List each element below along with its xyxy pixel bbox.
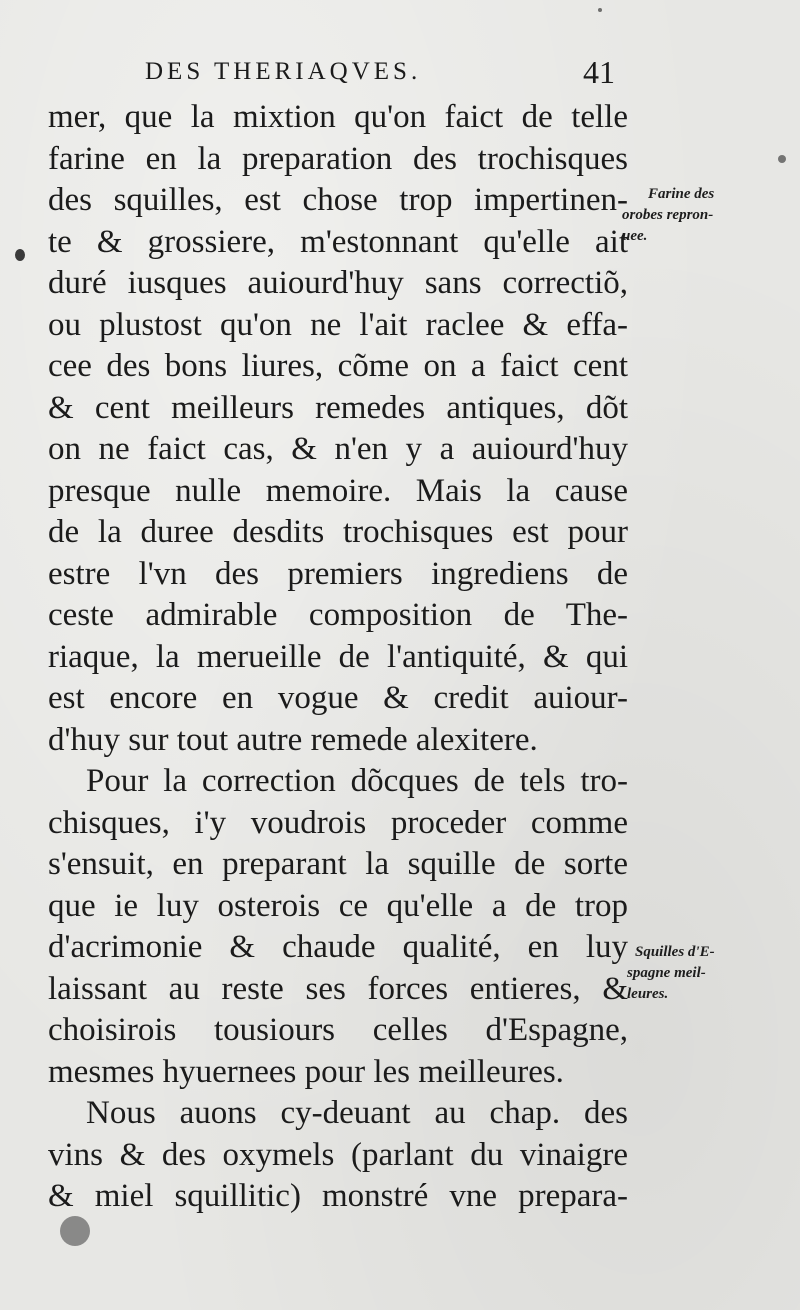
text-line: on ne faict cas, & n'en y a auiourd'huy [48,431,628,467]
running-head: DES THERIAQVES. [145,58,422,85]
margin-note-line: Farine des [648,186,715,202]
margin-note-squilles [627,942,792,1005]
stain-spot [60,1216,90,1246]
text-line: ou plustost qu'on ne l'ait raclee & effa- [48,306,628,343]
text-line: vins & des oxymels (parlant du vinaigre [48,1136,628,1173]
text-line: duré iusques auiourd'huy sans correctiõ, [48,265,628,301]
text-line: presque nulle memoire. Mais la cause [48,472,628,509]
margin-note-line: orobes repron- [622,207,714,223]
text-line: que ie luy osterois ce qu'elle a de trop [48,887,628,924]
text-line: laissant au reste ses forces entieres, & [48,970,628,1007]
text-line: des squilles, est chose trop impertinen- [48,182,628,218]
margin-note-line: leures. [627,986,669,1002]
page-header [145,54,615,98]
text-line: cee des bons liures, cõme on a faict cent [48,348,628,384]
text-line: te & grossiere, m'estonnant qu'elle ait [48,223,628,260]
text-line: s'ensuit, en preparant la squille de sorte [48,846,628,882]
text-line: estre l'vn des premiers ingrediens de [48,555,628,592]
body-text [48,97,628,1218]
margin-note-line: Squilles d'E- [635,944,715,960]
page-number: 41 [583,54,615,90]
text-line: de la duree desdits trochisques est pour [48,514,628,550]
text-line: & miel squillitic) monstré vne prepara- [48,1178,628,1214]
text-line: choisirois tousiours celles d'Espagne, [48,1012,628,1048]
text-line: est encore en vogue & credit auiour- [48,680,628,716]
text-line: & cent meilleurs remedes antiques, dõt [48,389,628,426]
text-line: chisques, i'y voudrois proceder comme [48,804,628,841]
margin-note-line: uee. [622,228,648,244]
text-line: ceste admirable composition de The- [48,597,628,633]
ink-spot [15,249,25,261]
text-line: d'huy sur tout autre remede alexitere. [48,721,538,758]
text-line: mesmes hyuernees pour les meilleures. [48,1053,564,1090]
ink-spot [598,8,602,12]
text-line: d'acrimonie & chaude qualité, en luy [48,929,628,965]
text-line: mer, que la mixtion qu'on faict de telle [48,99,628,135]
text-line: riaque, la merueille de l'antiquité, & qui [48,638,628,675]
text-line-paragraph-start: Pour la correction dõcques de tels tro- [86,763,628,799]
margin-note-farine [622,184,792,247]
text-line: farine en la preparation des trochisques [48,140,628,177]
ink-spot [778,155,786,163]
margin-note-line: spagne meil- [627,965,706,981]
text-line-paragraph-start: Nous auons cy-deuant au chap. des [86,1095,628,1131]
